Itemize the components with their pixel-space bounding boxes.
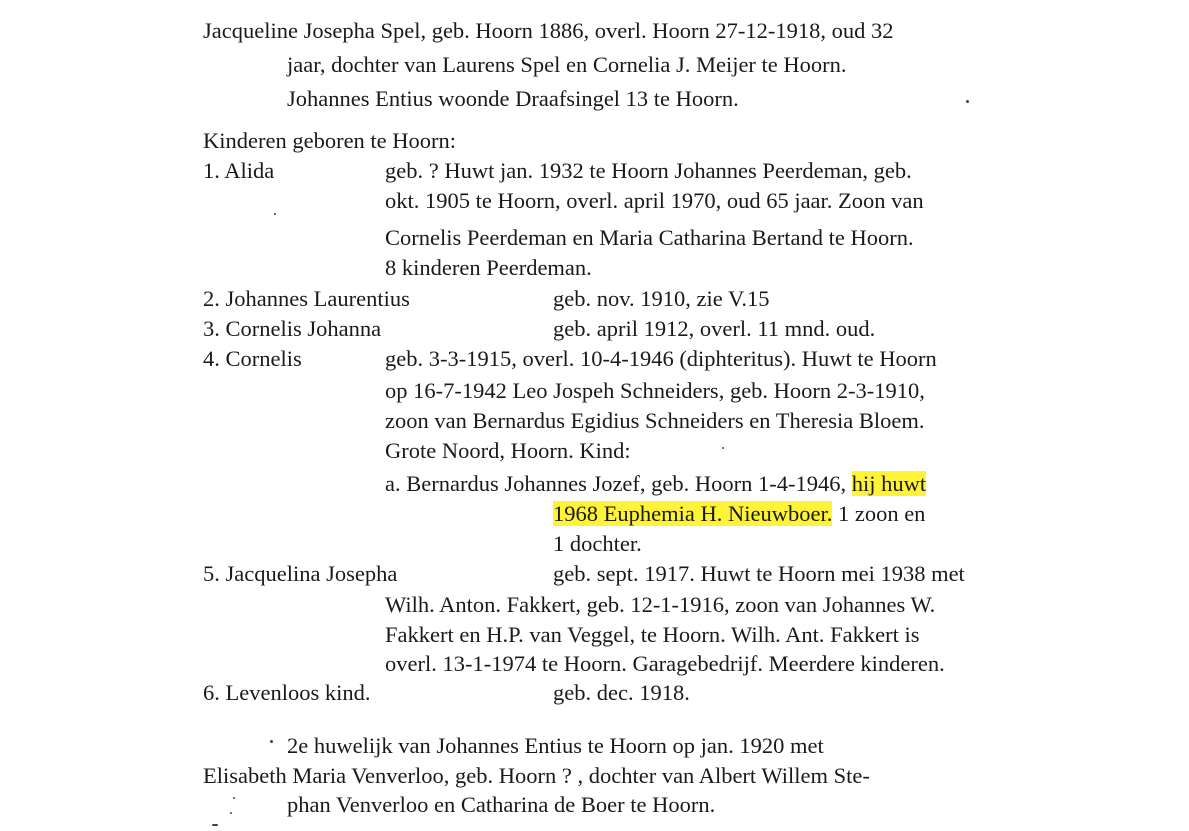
- child-name: 6. Levenloos kind.: [203, 680, 371, 705]
- scan-speck: [274, 213, 276, 215]
- scan-speck: [966, 100, 969, 103]
- grandchild-line-1: [385, 469, 926, 499]
- scan-speck: [212, 824, 218, 826]
- child-name: 5. Jacquelina Josepha: [203, 561, 398, 586]
- second-marriage-line-3: phan Venverloo en Catharina de Boer te Hoorn.: [287, 792, 716, 817]
- second-marriage-line-2: Elisabeth Maria Venverloo, geb. Hoorn ? , dochter van Albert Willem Ste-: [203, 763, 870, 788]
- grandchild-line-3: 1 dochter.: [553, 531, 642, 556]
- child-name: 3. Cornelis Johanna: [203, 316, 382, 341]
- child-detail-line: Grote Noord, Hoorn. Kind:: [385, 438, 631, 463]
- scan-speck: [722, 447, 724, 449]
- child-detail-line: Cornelis Peerdeman en Maria Catharina Bertand te Hoorn.: [385, 225, 914, 250]
- child-detail-line: geb. 3-3-1915, overl. 10-4-1946 (diphteritus). Huwt te Hoorn: [385, 346, 937, 371]
- grandchild-text: a. Bernardus Johannes Jozef, geb. Hoorn 1-4-1946,: [385, 471, 852, 496]
- child-name: 1. Alida: [203, 158, 275, 183]
- child-detail-line: zoon van Bernardus Egidius Schneiders en Theresia Bloem.: [385, 408, 925, 433]
- child-detail-line: op 16-7-1942 Leo Jospeh Schneiders, geb. Hoorn 2-3-1910,: [385, 378, 925, 403]
- child-name: 2. Johannes Laurentius: [203, 286, 410, 311]
- child-detail-line: geb. dec. 1918.: [553, 680, 690, 705]
- child-name: 4. Cornelis: [203, 346, 302, 371]
- grandchild-text: 1 zoon en: [832, 501, 926, 526]
- child-detail-line: Wilh. Anton. Fakkert, geb. 12-1-1916, zoon van Johannes W.: [385, 592, 936, 617]
- child-detail-line: okt. 1905 te Hoorn, overl. april 1970, oud 65 jaar. Zoon van: [385, 188, 924, 213]
- scan-speck: [270, 740, 273, 743]
- highlighted-text: 1968 Euphemia H. Nieuwboer.: [553, 501, 833, 526]
- child-detail-line: geb. sept. 1917. Huwt te Hoorn mei 1938 met: [553, 561, 965, 586]
- scan-speck: [230, 812, 232, 814]
- child-detail-line: geb. ? Huwt jan. 1932 te Hoorn Johannes Peerdeman, geb.: [385, 158, 912, 183]
- intro-line-1: Jacqueline Josepha Spel, geb. Hoorn 1886, overl. Hoorn 27-12-1918, oud 32: [203, 18, 894, 43]
- child-detail-line: geb. nov. 1910, zie V.15: [553, 286, 770, 311]
- child-detail-line: Fakkert en H.P. van Veggel, te Hoorn. Wilh. Ant. Fakkert is: [385, 622, 920, 647]
- child-detail-line: geb. april 1912, overl. 11 mnd. oud.: [553, 316, 876, 341]
- second-marriage-line-1: 2e huwelijk van Johannes Entius te Hoorn op jan. 1920 met: [287, 733, 824, 758]
- child-detail-line: overl. 13-1-1974 te Hoorn. Garagebedrijf. Meerdere kinderen.: [385, 651, 945, 676]
- intro-line-2: jaar, dochter van Laurens Spel en Cornelia J. Meijer te Hoorn.: [287, 52, 847, 77]
- scan-speck: [233, 797, 235, 799]
- highlighted-text: hij huwt: [851, 471, 927, 496]
- child-detail-line: 8 kinderen Peerdeman.: [385, 255, 592, 280]
- intro-line-3: Johannes Entius woonde Draafsingel 13 te Hoorn.: [287, 86, 739, 111]
- children-heading: Kinderen geboren te Hoorn:: [203, 128, 457, 153]
- grandchild-line-2: [553, 499, 925, 529]
